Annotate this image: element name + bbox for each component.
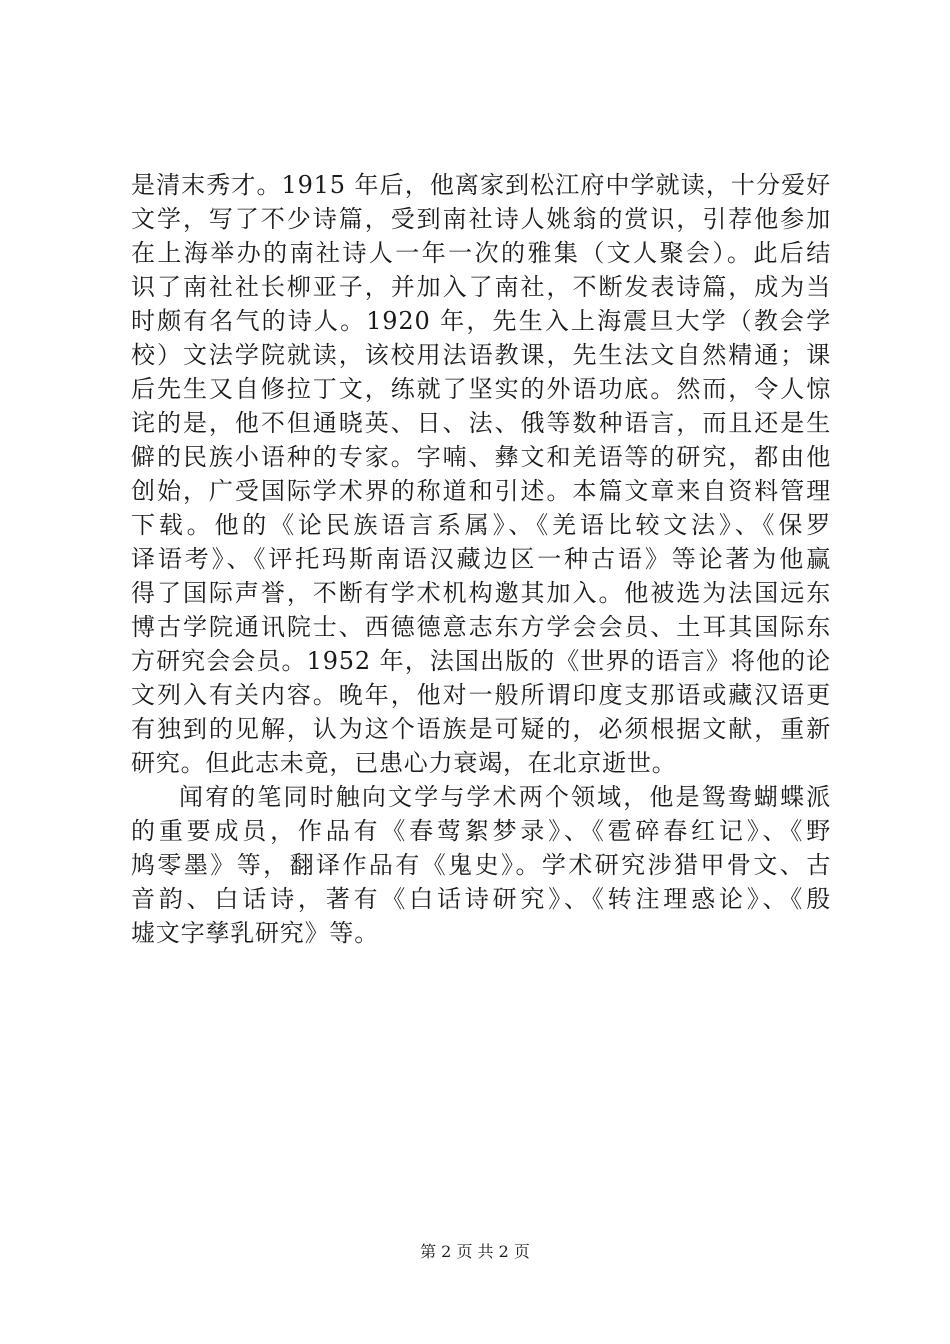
- page-number-footer: 第 2 页 共 2 页: [420, 1242, 530, 1261]
- text-line: 识了南社社长柳亚子，并加入了南社，不断发表诗篇，成为当: [131, 273, 831, 301]
- text-line: 僻的民族小语种的专家。字喃、彝文和羌语等的研究，都由他: [131, 443, 831, 471]
- text-line: 在上海举办的南社诗人一年一次的雅集（文人聚会）。此后结: [131, 239, 831, 267]
- text-line: 研究。但此志未竟，已患心力衰竭，在北京逝世。: [131, 749, 677, 777]
- text-line: 下载。他的《论民族语言系属》、《羌语比较文法》、《保罗: [131, 511, 831, 539]
- text-line: 的重要成员，作品有《春莺絮梦录》、《雹碎春红记》、《野: [131, 817, 831, 845]
- text-line: 音韵、白话诗，著有《白话诗研究》、《转注理惑论》、《殷: [131, 885, 831, 913]
- text-line: 诧的是，他不但通晓英、日、法、俄等数种语言，而且还是生: [131, 409, 831, 437]
- paragraph-1: [131, 168, 831, 780]
- text-line: 校）文法学院就读，该校用法语教课，先生法文自然精通；课: [131, 341, 831, 369]
- text-line: 博古学院通讯院士、西德德意志东方学会会员、土耳其国际东: [131, 613, 831, 641]
- paragraph-2: [131, 780, 831, 950]
- text-line: 是清末秀才。1915 年后，他离家到松江府中学就读，十分爱好: [131, 171, 831, 199]
- text-line: 得了国际声誉，不断有学术机构邀其加入。他被选为法国远东: [131, 579, 831, 607]
- text-line: 有独到的见解，认为这个语族是可疑的，必须根据文献，重新: [131, 715, 831, 743]
- text-line: 鸠零墨》等，翻译作品有《鬼史》。学术研究涉猎甲骨文、古: [131, 851, 831, 879]
- text-line: 闻宥的笔同时触向文学与学术两个领域，他是鸳鸯蝴蝶派: [179, 783, 831, 811]
- text-line: 文列入有关内容。晚年，他对一般所谓印度支那语或藏汉语更: [131, 681, 831, 709]
- text-line: 时颇有名气的诗人。1920 年，先生入上海震旦大学（教会学: [131, 307, 831, 335]
- document-body: [131, 168, 831, 950]
- text-line: 方研究会会员。1952 年，法国出版的《世界的语言》将他的论: [131, 647, 831, 675]
- text-line: 译语考》、《评托玛斯南语汉藏边区一种古语》等论著为他赢: [131, 545, 831, 573]
- text-line: 创始，广受国际学术界的称道和引述。本篇文章来自资料管理: [131, 477, 831, 505]
- text-line: 墟文字孳乳研究》等。: [131, 919, 379, 947]
- text-line: 后先生又自修拉丁文，练就了坚实的外语功底。然而，令人惊: [131, 375, 831, 403]
- text-line: 文学，写了不少诗篇，受到南社诗人姚翁的赏识，引荐他参加: [131, 205, 831, 233]
